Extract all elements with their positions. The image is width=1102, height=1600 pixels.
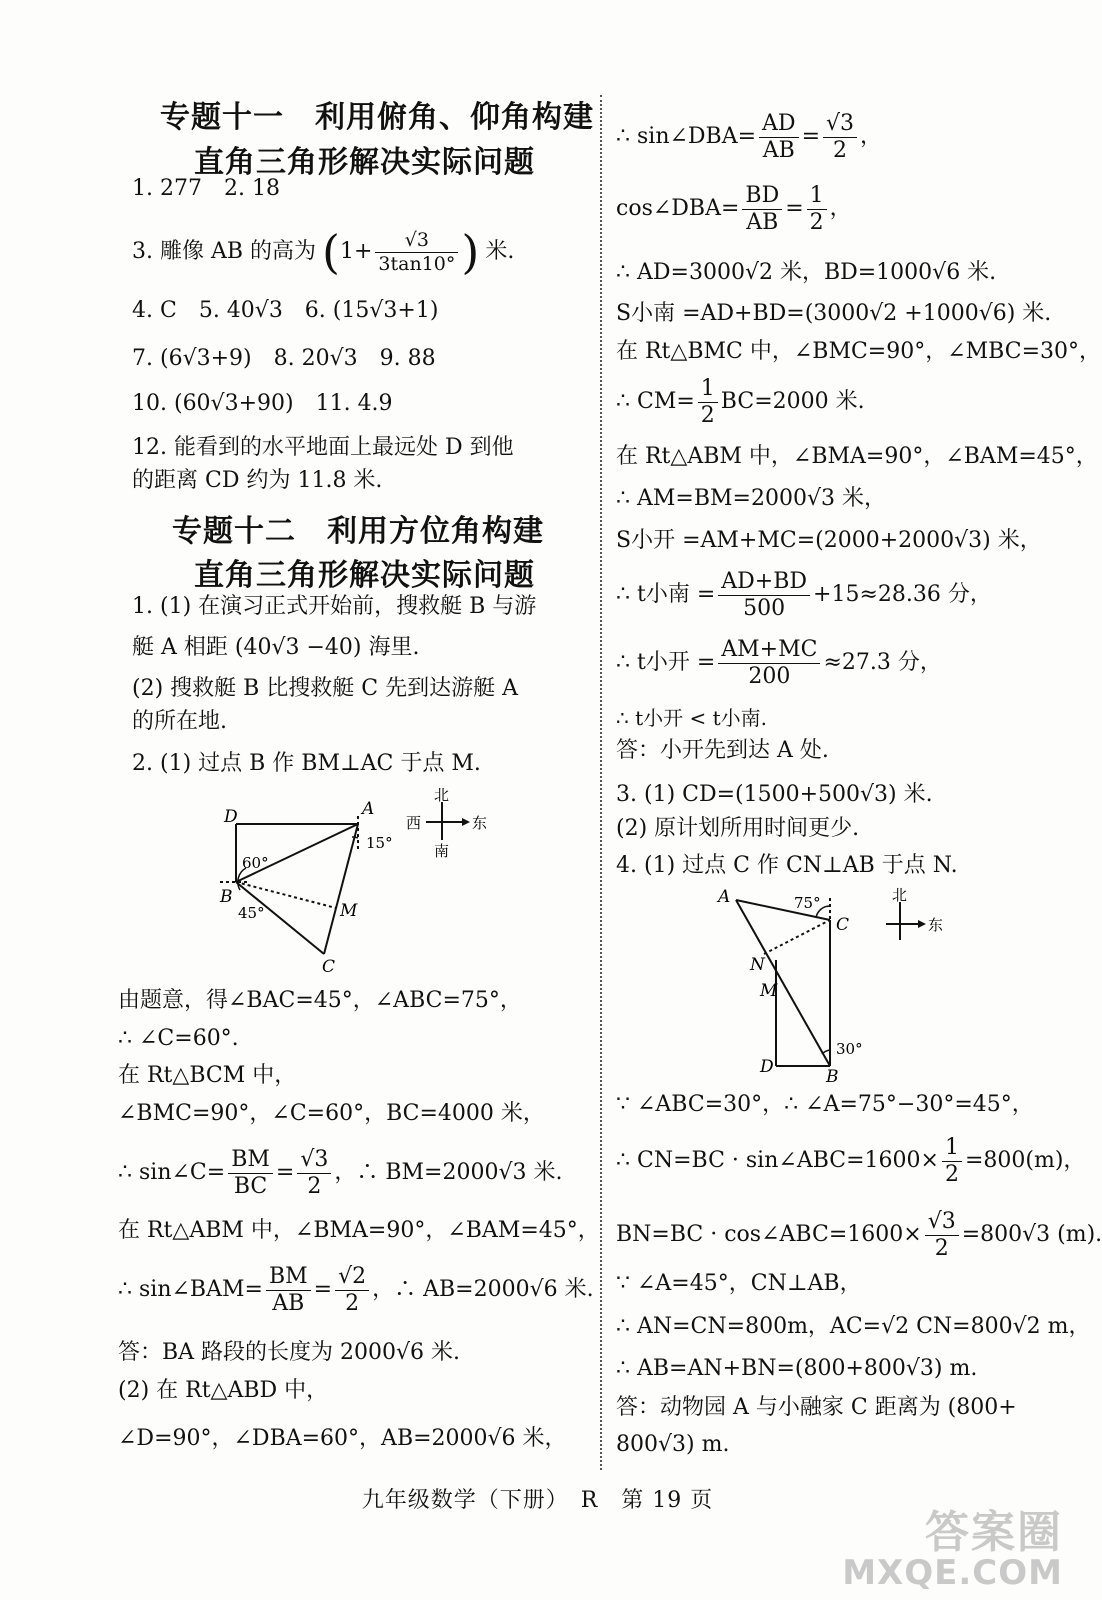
r19-num: √3 <box>925 1211 959 1236</box>
r2-num: BD <box>742 185 782 210</box>
right-line-4: S小南 =AD+BD=(3000√2 +1000√6) 米. <box>616 301 1052 326</box>
right-line-10 <box>616 566 992 624</box>
right-line-18 <box>616 1132 1085 1190</box>
r18-num: 1 <box>942 1137 962 1162</box>
line5-fraction-1 <box>228 1146 273 1199</box>
q1-part2-line1: (2) 搜救艇 B 比搜救艇 C 先到达游艇 A <box>132 676 519 701</box>
line5-num2: √3 <box>297 1149 331 1174</box>
fig1-angle-45: 45° <box>238 904 265 922</box>
heading-topic-11-line2: 直角三角形解决实际问题 <box>194 145 535 180</box>
right-line-8: ∴ AM=BM=2000√3 米， <box>616 486 886 511</box>
right-line-12: ∴ t小开 < t小南. <box>616 706 767 730</box>
solution-line-9: (2) 在 Rt△ABD 中， <box>118 1378 329 1403</box>
q1-part2-line2: 的所在地. <box>132 709 227 734</box>
heading-topic-12-line1: 专题十二 利用方位角构建 <box>172 514 544 549</box>
r19-suffix: =800√3 (m). <box>961 1222 1102 1247</box>
right-line-11 <box>616 634 942 692</box>
watermark-line1: 答案圈 <box>925 1507 1063 1559</box>
r18-den: 2 <box>944 1161 959 1187</box>
answer-12-line2: 的距离 CD 约为 11.8 米. <box>132 468 383 493</box>
answer-3 <box>132 222 514 282</box>
solution-line-1: 由题意，得∠BAC=45°，∠ABC=75°， <box>118 988 522 1013</box>
q2-part1-intro: 2. (1) 过点 B 作 BM⊥AC 于点 M. <box>132 751 481 776</box>
right-line-16: 4. (1) 过点 C 作 CN⊥AB 于点 N. <box>616 853 958 878</box>
right-line-22: ∴ AB=AN+BN=(800+800√3) m. <box>616 1356 978 1381</box>
r2-num2: 1 <box>807 185 827 210</box>
r1-num2: √3 <box>823 113 857 138</box>
answer-3-denominator: 3tan10° <box>378 252 456 275</box>
r6-fraction <box>698 375 718 428</box>
right-line-20: ∵ ∠A=45°，CN⊥AB， <box>616 1271 862 1296</box>
line5-den2: 2 <box>307 1173 322 1199</box>
watermark-logo <box>842 1507 1063 1594</box>
r1-fraction-2 <box>823 110 857 163</box>
r10-suffix: +15≈28.36 分， <box>813 582 992 607</box>
fig1-angle-15: 15° <box>366 834 393 852</box>
line5-fraction-2 <box>297 1146 331 1199</box>
r6-num: 1 <box>698 378 718 403</box>
answer-3-one: 1+ <box>339 239 373 264</box>
fig1-segment-ba <box>236 824 358 882</box>
r2-den2: 2 <box>809 209 824 235</box>
r1-suffix: ， <box>860 124 883 149</box>
answers-4-6: 4. C 5. 40√3 6. (15√3+1) <box>132 298 439 323</box>
right-line-3: ∴ AD=3000√2 米，BD=1000√6 米. <box>616 260 997 285</box>
answer-3-fraction <box>375 228 458 275</box>
r1-prefix: ∴ sin∠DBA= <box>616 124 757 149</box>
paren-close: ) <box>461 225 480 279</box>
line5-prefix: ∴ sin∠C= <box>118 1160 226 1185</box>
answer-3-prefix: 3. 雕像 AB 的高为 <box>132 239 317 264</box>
fig2-label-n: N <box>750 955 765 975</box>
right-line-15: (2) 原计划所用时间更少. <box>616 816 860 841</box>
r19-den: 2 <box>934 1235 949 1261</box>
right-line-9: S小开 =AM+MC=(2000+2000√3) 米， <box>616 528 1042 553</box>
page-footer: 九年级数学（下册） R 第 19 页 <box>361 1488 714 1513</box>
right-line-1 <box>616 108 882 166</box>
compass1-east: 东 <box>472 814 488 832</box>
r11-suffix: ≈27.3 分， <box>823 650 942 675</box>
line7-fraction-1 <box>266 1263 311 1316</box>
line7-den2: 2 <box>345 1290 360 1316</box>
r2-fraction-2 <box>807 182 827 235</box>
fig1-label-d: D <box>224 807 238 827</box>
answers-1-2: 1. 277 2. 18 <box>132 176 280 201</box>
compass1-north: 北 <box>434 786 450 804</box>
r10-prefix: ∴ t小南 = <box>616 582 716 607</box>
r18-fraction <box>942 1134 962 1187</box>
right-line-19 <box>616 1206 1102 1264</box>
q1-part1-line2: 艇 A 相距 (40√3 −40) 海里. <box>132 635 420 660</box>
fig1-label-a: A <box>362 799 375 819</box>
figure-1 <box>210 788 510 978</box>
column-divider <box>600 95 602 1470</box>
fig1-segment-ac <box>324 824 358 954</box>
solution-line-8: 答：BA 路段的长度为 2000√6 米. <box>118 1340 461 1365</box>
line7-fraction-2 <box>335 1263 369 1316</box>
heading-topic-12-line2: 直角三角形解决实际问题 <box>194 558 535 593</box>
answer-12-line1: 12. 能看到的水平地面上最远处 D 到他 <box>132 435 514 460</box>
line7-eq: = <box>313 1277 333 1302</box>
fig2-angle-30: 30° <box>836 1040 863 1058</box>
r11-num: AM+MC <box>718 639 820 664</box>
r1-fraction-1 <box>759 110 799 163</box>
right-line-5: 在 Rt△BMC 中，∠BMC=90°，∠MBC=30°， <box>616 339 1102 364</box>
line5-den: BC <box>233 1173 268 1199</box>
r6-den: 2 <box>700 402 715 428</box>
right-line-17: ∵ ∠ABC=30°，∴ ∠A=75°−30°=45°， <box>616 1092 1034 1117</box>
right-line-6 <box>616 373 865 431</box>
fig1-angle-arc-a <box>352 837 358 838</box>
right-line-7: 在 Rt△ABM 中，∠BMA=90°，∠BAM=45°， <box>616 444 1098 469</box>
r11-prefix: ∴ t小开 = <box>616 650 716 675</box>
solution-line-2: ∴ ∠C=60°. <box>118 1026 239 1051</box>
fig2-label-d: D <box>760 1057 774 1077</box>
line5-num: BM <box>228 1149 273 1174</box>
line5-eq: = <box>275 1160 295 1185</box>
right-line-24: 800√3) m. <box>616 1432 730 1457</box>
r19-fraction <box>925 1208 959 1261</box>
right-line-23: 答：动物园 A 与小融家 C 距离为 (800+ <box>616 1395 1017 1420</box>
r2-fraction-1 <box>742 182 782 235</box>
r19-prefix: BN=BC · cos∠ABC=1600× <box>616 1222 922 1247</box>
solution-line-3: 在 Rt△BCM 中， <box>118 1063 297 1088</box>
fig1-angle-60: 60° <box>242 854 269 872</box>
r2-den: AB <box>746 209 779 235</box>
paren-open: ( <box>322 225 340 279</box>
figure-2 <box>712 886 952 1087</box>
line7-num2: √2 <box>335 1266 369 1291</box>
compass2-arrow-east-icon <box>918 920 926 928</box>
compass2-east: 东 <box>928 916 944 934</box>
line7-den: AB <box>272 1290 305 1316</box>
answers-7-9: 7. (6√3+9) 8. 20√3 9. 88 <box>132 346 436 371</box>
right-line-2 <box>616 180 852 238</box>
compass2-north: 北 <box>892 886 908 904</box>
r18-suffix: =800(m)， <box>964 1148 1086 1173</box>
fig2-label-c: C <box>836 915 850 935</box>
line5-suffix: ，∴ BM=2000√3 米. <box>334 1160 563 1185</box>
solution-line-5 <box>118 1145 562 1201</box>
line7-prefix: ∴ sin∠BAM= <box>118 1277 263 1302</box>
heading-topic-11-line1: 专题十一 利用俯角、仰角构建 <box>160 100 594 135</box>
fig2-label-a: A <box>718 887 731 907</box>
right-line-14: 3. (1) CD=(1500+500√3) 米. <box>616 782 933 807</box>
r10-num: AD+BD <box>718 571 810 596</box>
fig2-angle-75: 75° <box>794 894 821 912</box>
line7-num: BM <box>266 1266 311 1291</box>
solution-line-10: ∠D=90°，∠DBA=60°，AB=2000√6 米， <box>118 1426 567 1451</box>
r1-num: AD <box>759 113 799 138</box>
r11-den: 200 <box>748 663 791 689</box>
answer-3-numerator: √3 <box>375 231 458 253</box>
q1-part1-line1: 1. (1) 在演习正式开始前，搜救艇 B 与游 <box>132 594 537 619</box>
answers-10-11: 10. (60√3+90) 11. 4.9 <box>132 391 393 416</box>
line7-suffix: ，∴ AB=2000√6 米. <box>372 1277 594 1302</box>
fig2-label-b: B <box>826 1067 839 1087</box>
r6-suffix: BC=2000 米. <box>720 389 865 414</box>
r2-suffix: ， <box>829 196 852 221</box>
fig2-segment-cn <box>764 920 830 954</box>
fig1-label-b: B <box>220 887 233 907</box>
fig2-segment-ab <box>736 900 830 1066</box>
right-line-21: ∴ AN=CN=800m，AC=√2 CN=800√2 m， <box>616 1314 1091 1339</box>
fig2-label-m: M <box>760 981 778 1001</box>
fig1-label-c: C <box>322 957 336 977</box>
watermark-line2: MXQE.COM <box>842 1553 1063 1594</box>
right-line-13: 答：小开先到达 A 处. <box>616 738 829 763</box>
r10-den: 500 <box>743 595 786 621</box>
fig1-label-m: M <box>340 901 358 921</box>
compass1-arrow-east-icon <box>462 818 470 826</box>
compass1-west: 西 <box>406 814 422 832</box>
fig2-angle-arc-b <box>822 1050 830 1054</box>
solution-line-6: 在 Rt△ABM 中，∠BMA=90°，∠BAM=45°， <box>118 1218 600 1243</box>
r1-den2: 2 <box>833 137 848 163</box>
compass1-south: 南 <box>434 842 450 860</box>
r11-fraction <box>718 636 820 689</box>
answer-3-unit: 米. <box>485 239 515 264</box>
r2-eq: = <box>785 196 804 221</box>
solution-line-7 <box>118 1262 594 1318</box>
r1-eq: = <box>801 124 821 149</box>
r1-den: AB <box>762 137 795 163</box>
r6-prefix: ∴ CM= <box>616 389 695 414</box>
r10-fraction <box>718 568 810 621</box>
r2-prefix: cos∠DBA= <box>616 196 740 221</box>
r18-prefix: ∴ CN=BC · sin∠ABC=1600× <box>616 1148 939 1173</box>
solution-line-4: ∠BMC=90°，∠C=60°，BC=4000 米， <box>118 1101 545 1126</box>
